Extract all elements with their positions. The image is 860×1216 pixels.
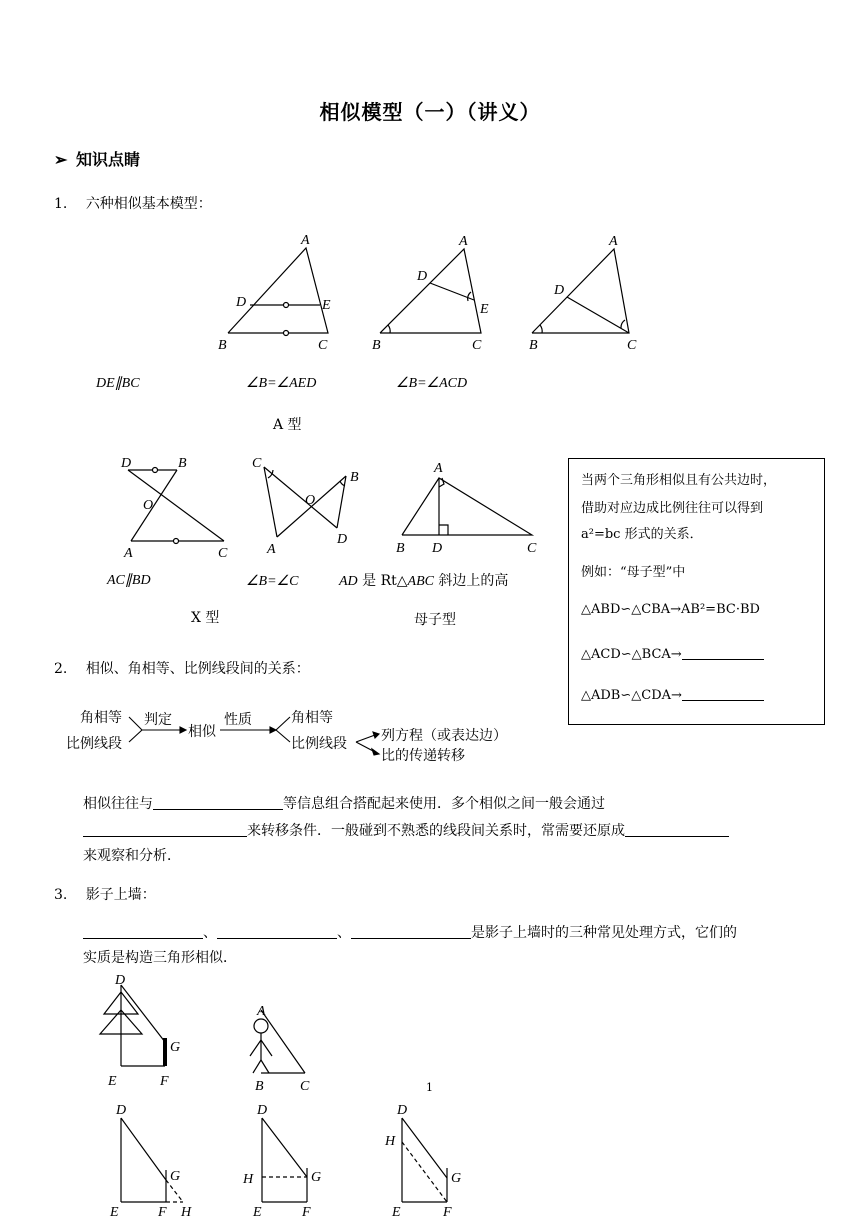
x-type-name: X 型 <box>191 610 220 626</box>
svg-text:E: E <box>253 1205 262 1216</box>
svg-text:O: O <box>305 493 316 508</box>
item-1-text: 六种相似基本模型： <box>85 196 212 212</box>
svg-text:E: E <box>322 298 331 313</box>
para2-c: 来转移条件．一般碰到不熟悉的线段间关系时，常需要还原成 <box>247 823 625 839</box>
item-3-number: 3. <box>54 887 68 903</box>
x-type-condition-1: AC∥BD <box>107 573 151 588</box>
svg-text:D: D <box>432 541 443 556</box>
svg-text:F: F <box>302 1205 311 1216</box>
flow-result-1: 列方程（或表达边） <box>381 728 507 744</box>
fill-blank <box>83 924 203 939</box>
para3-line-2: 实质是构造三角形相似． <box>83 950 237 966</box>
para2-line-1 <box>83 793 605 813</box>
svg-text:D: D <box>417 269 428 284</box>
svg-text:E: E <box>480 302 489 317</box>
svg-text:E: E <box>110 1205 119 1216</box>
fill-blank <box>625 822 729 837</box>
box-line-7-text: △ADB∽△CDA→ <box>581 688 682 703</box>
svg-text:C: C <box>627 338 637 353</box>
fill-blank <box>83 822 247 837</box>
svg-text:A: A <box>124 546 133 561</box>
box-line-1: 当两个三角形相似且有公共边时， <box>581 473 777 488</box>
item-2-text: 相似、角相等、比例线段间的关系： <box>85 661 310 677</box>
cond-text2: 斜边上的高 <box>438 573 509 589</box>
flow-out-angle: 角相等 <box>291 710 333 726</box>
svg-text:A: A <box>434 461 443 476</box>
flow-property: 性质 <box>224 712 252 728</box>
section-heading-text: 知识点睛 <box>76 150 141 169</box>
svg-text:D: D <box>115 973 126 988</box>
flow-result-2: 比的传递转移 <box>381 748 465 764</box>
svg-text:B: B <box>178 456 187 471</box>
flow-in-angle: 角相等 <box>80 710 122 726</box>
svg-text:C: C <box>527 541 537 556</box>
svg-text:D: D <box>554 283 565 298</box>
svg-text:D: D <box>236 295 247 310</box>
svg-text:G: G <box>451 1171 462 1186</box>
box-line-4: 例如：“母子型”中 <box>581 565 686 580</box>
fill-blank <box>153 795 283 810</box>
para2-a: 相似往往与 <box>83 796 153 812</box>
svg-text:C: C <box>472 338 482 353</box>
svg-text:G: G <box>170 1169 181 1184</box>
svg-text:B: B <box>396 541 405 556</box>
para2-line-2 <box>83 820 729 840</box>
svg-text:B: B <box>372 338 381 353</box>
svg-text:F: F <box>160 1074 169 1089</box>
cond-it2: ABC <box>407 574 434 589</box>
svg-text:F: F <box>443 1205 452 1216</box>
arrow-bullet-icon: ➢ <box>54 150 68 169</box>
svg-text:A: A <box>257 1004 266 1019</box>
flow-judge: 判定 <box>144 712 172 728</box>
svg-text:D: D <box>121 456 132 471</box>
a-type-name: A 型 <box>273 417 302 433</box>
svg-text:D: D <box>337 532 348 547</box>
svg-text:D: D <box>397 1103 408 1118</box>
svg-text:C: C <box>300 1079 310 1094</box>
svg-text:E: E <box>392 1205 401 1216</box>
svg-text:C: C <box>218 546 228 561</box>
svg-text:O: O <box>143 498 154 513</box>
svg-text:H: H <box>385 1134 396 1149</box>
svg-text:A: A <box>609 234 618 249</box>
mother-son-name: 母子型 <box>414 612 456 628</box>
svg-text:H: H <box>243 1172 254 1187</box>
flow-out-ratio: 比例线段 <box>291 736 347 752</box>
box-line-6-text: △ACD∽△BCA→ <box>581 647 682 662</box>
cond-text: 是 Rt△ <box>362 573 408 589</box>
a-type-condition-1: DE∥BC <box>96 376 140 391</box>
svg-text:B: B <box>255 1079 264 1094</box>
item-2-number: 2. <box>54 661 68 677</box>
svg-text:G: G <box>170 1040 181 1055</box>
svg-text:B: B <box>350 470 359 485</box>
svg-text:D: D <box>116 1103 127 1118</box>
svg-text:H: H <box>181 1205 192 1216</box>
a-type-condition-2: ∠B=∠AED <box>246 376 317 391</box>
svg-text:B: B <box>529 338 538 353</box>
fill-blank <box>351 924 471 939</box>
svg-text:E: E <box>108 1074 117 1089</box>
item-3-text: 影子上墙： <box>85 887 156 903</box>
page-number: 1 <box>426 1081 433 1094</box>
x-type-condition-2: ∠B=∠C <box>246 574 299 589</box>
svg-text:G: G <box>311 1170 322 1185</box>
svg-text:C: C <box>252 456 262 471</box>
para2-line-3: 来观察和分析． <box>83 848 181 864</box>
a-type-condition-3: ∠B=∠ACD <box>396 376 468 391</box>
svg-text:F: F <box>158 1205 167 1216</box>
item-3 <box>54 884 156 904</box>
separator: 、 <box>203 925 217 941</box>
svg-text:A: A <box>459 234 468 249</box>
svg-text:A: A <box>301 233 310 248</box>
box-line-2: 借助对应边成比例往往可以得到 <box>581 501 764 516</box>
svg-text:B: B <box>218 338 227 353</box>
fill-blank <box>217 924 337 939</box>
para3-a: 是影子上墙时的三种常见处理方式，它们的 <box>471 925 737 941</box>
box-line-3: a²=bc 形式的关系． <box>581 527 703 542</box>
separator: 、 <box>337 925 351 941</box>
box-line-5: △ABD∽△CBA→AB²=BC·BD <box>581 602 760 617</box>
para2-b: 等信息组合搭配起来使用．多个相似之间一般会通过 <box>283 796 605 812</box>
cond-it: AD <box>339 574 358 589</box>
para3-line-1 <box>83 922 737 942</box>
flow-similar: 相似 <box>188 724 216 740</box>
item-1-number: 1. <box>54 196 68 212</box>
svg-text:D: D <box>257 1103 268 1118</box>
flow-in-ratio: 比例线段 <box>66 736 122 752</box>
svg-text:A: A <box>267 542 276 557</box>
page-title: 相似模型（一）（讲义） <box>319 100 541 124</box>
svg-text:C: C <box>318 338 328 353</box>
